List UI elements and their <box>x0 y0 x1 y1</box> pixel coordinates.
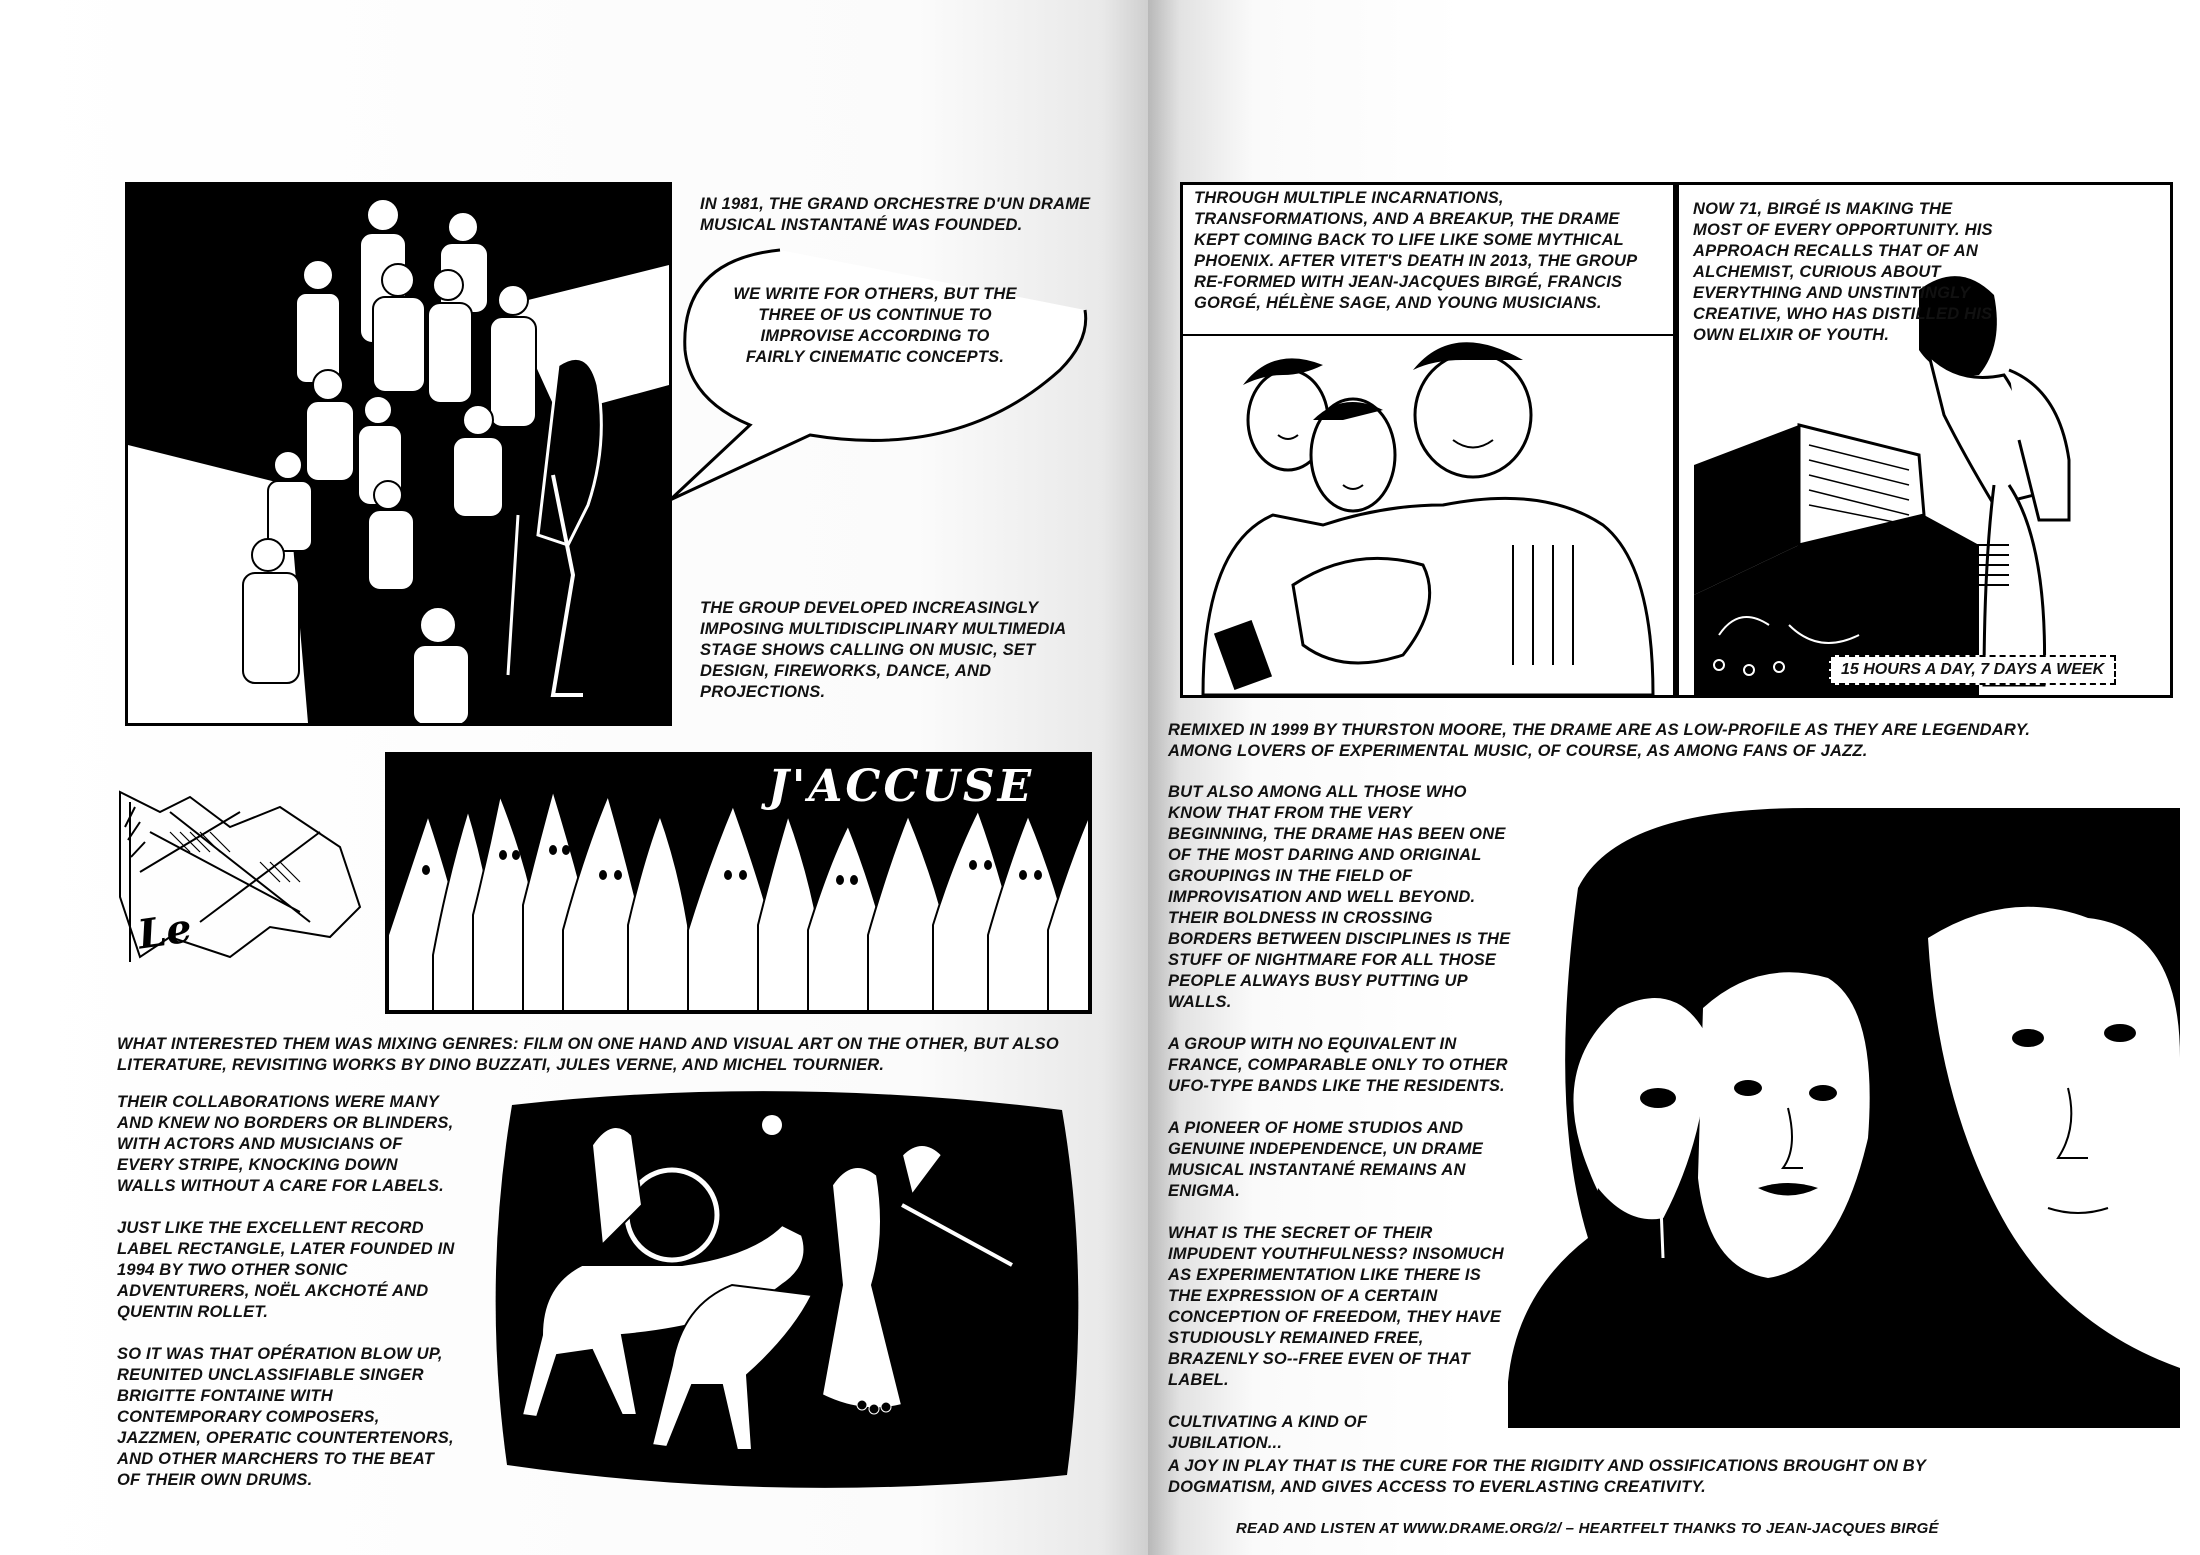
speech-bubble-text: WE WRITE FOR OTHERS, BUT THE THREE OF US CONTINUE TO IMPROVISE ACCORDING TO FAIRLY CINEMATIC CONCEPTS. <box>733 285 1017 366</box>
collab-paragraph: SO IT WAS THAT OPÉRATION BLOW UP, REUNITED UNCLASSIFIABLE SINGER BRIGITTE FONTAINE WITH CONTEMPORARY COMPOSERS, JAZZMEN, OPERATIC COUNTERTENORS, AND OTHER MARCHERS TO THE BEAT OF THEIR OWN DRUMS. <box>117 1345 454 1489</box>
group-portrait-illustration <box>128 185 669 723</box>
hours-tag: 15 HOURS A DAY, 7 DAYS A WEEK <box>1829 655 2116 685</box>
founding-caption: IN 1981, THE GRAND ORCHESTRE D'UN DRAME MUSICAL INSTANTANÉ WAS FOUNDED. <box>700 195 1091 234</box>
remixed-caption: REMIXED IN 1999 BY THURSTON MOORE, THE DRAME ARE AS LOW-PROFILE AS THEY ARE LEGENDARY. AMONG LOVERS OF EXPERIMENTAL MUSIC, OF COURSE, AS AMONG FANS OF JAZZ. <box>1168 721 2031 760</box>
collab-paragraph: THEIR COLLABORATIONS WERE MANY AND KNEW NO BORDERS OR BLINDERS, WITH ACTORS AND MUSICIANS OF EVERY STRIPE, KNOCKING DOWN WALLS WITHOUT A CARE FOR LABELS. <box>117 1093 454 1195</box>
poster-lettering: Le <box>134 904 195 959</box>
column-paragraph: A GROUP WITH NO EQUIVALENT IN FRANCE, COMPARABLE ONLY TO OTHER UFO-TYPE BANDS LIKE THE RESIDENTS. <box>1168 1035 1508 1095</box>
three-faces-illustration <box>1508 808 2180 1428</box>
discussion-column <box>1168 782 1513 1454</box>
column-paragraph: BUT ALSO AMONG ALL THOSE WHO KNOW THAT FROM THE VERY BEGINNING, THE DRAME HAS BEEN ONE OF THE MOST DARING AND ORIGINAL GROUPINGS IN THE FIELD OF IMPROVISATION AND WELL BEYOND. THEIR BOLDNESS IN CROSSING BORDERS BETWEEN DISCIPLINES IS THE STUFF OF NIGHTMARE FOR ALL THOSE PEOPLE ALWAYS BUSY PUTTING UP WALLS. <box>1168 783 1511 1011</box>
column-paragraph: A PIONEER OF HOME STUDIOS AND GENUINE INDEPENDENCE, UN DRAME MUSICAL INSTANTANÉ REMAINS AN ENIGMA. <box>1168 1119 1483 1200</box>
musicians-panel <box>1180 182 1676 698</box>
multimedia-caption: THE GROUP DEVELOPED INCREASINGLY IMPOSING MULTIDISCIPLINARY MULTIMEDIA STAGE SHOWS CALLING ON MUSIC, SET DESIGN, FIREWORKS, DANCE, AND PROJECTIONS. <box>700 599 1066 701</box>
incarnations-caption: THROUGH MULTIPLE INCARNATIONS, TRANSFORMATIONS, AND A BREAKUP, THE DRAME KEPT COMING BACK TO LIFE LIKE SOME MYTHICAL PHOENIX. AFTER VITET'S DEATH IN 2013, THE GROUP RE-FORMED WITH JEAN-JACQUES BIRGÉ, FRANCIS GORGÉ, HÉLÈNE SAGE, AND YOUNG MUSICIANS. <box>1194 189 1637 312</box>
birge-synth-panel <box>1676 182 2173 698</box>
speech-bubble-shape <box>660 230 1100 510</box>
hooded-figures-panel <box>385 752 1092 1014</box>
collaborations-column <box>117 1092 457 1491</box>
right-page <box>1148 0 2200 1555</box>
jaccuse-sign: J'ACCUSE <box>768 761 1035 812</box>
column-paragraph: CULTIVATING A KIND OF JUBILATION... <box>1168 1413 1368 1452</box>
closing-caption: A JOY IN PLAY THAT IS THE CURE FOR THE RIGIDITY AND OSSIFICATIONS BROUGHT ON BY DOGMATISM, AND GIVES ACCESS TO EVERLASTING CREATIVITY. <box>1168 1457 1926 1496</box>
mythological-procession-illustration <box>482 1085 1087 1495</box>
group-portrait-panel <box>125 182 672 726</box>
column-paragraph: WHAT IS THE SECRET OF THEIR IMPUDENT YOUTHFULNESS? INSOMUCH AS EXPERIMENTATION LIKE THERE IS THE EXPRESSION OF A CERTAIN CONCEPTION OF FREEDOM, THEY HAVE STUDIOUSLY REMAINED FREE, BRAZENLY SO--FREE EVEN OF THAT LABEL. <box>1168 1224 1504 1389</box>
birge-caption: NOW 71, BIRGÉ IS MAKING THE MOST OF EVERY OPPORTUNITY. HIS APPROACH RECALLS THAT OF AN ALCHEMIST, CURIOUS ABOUT EVERYTHING AND UNSTINTINGLY CREATIVE, WHO HAS DISTILLED HIS OWN ELIXIR OF YOUTH. <box>1693 200 1993 344</box>
incarnations-caption-box <box>1180 182 1676 336</box>
collab-paragraph: JUST LIKE THE EXCELLENT RECORD LABEL RECTANGLE, LATER FOUNDED IN 1994 BY TWO OTHER SONIC ADVENTURERS, NOËL AKCHOTÉ AND QUENTIN ROLLET. <box>117 1219 455 1321</box>
credits-line: READ AND LISTEN AT WWW.DRAME.ORG/2/ – HEARTFELT THANKS TO JEAN-JACQUES BIRGÉ <box>1236 1520 1939 1537</box>
genres-caption: WHAT INTERESTED THEM WAS MIXING GENRES: FILM ON ONE HAND AND VISUAL ART ON THE OTHER, BUT ALSO LITERATURE, REVISITING WORKS BY DINO BUZZATI, JULES VERNE, AND MICHEL TOURNIER. <box>117 1035 1059 1074</box>
